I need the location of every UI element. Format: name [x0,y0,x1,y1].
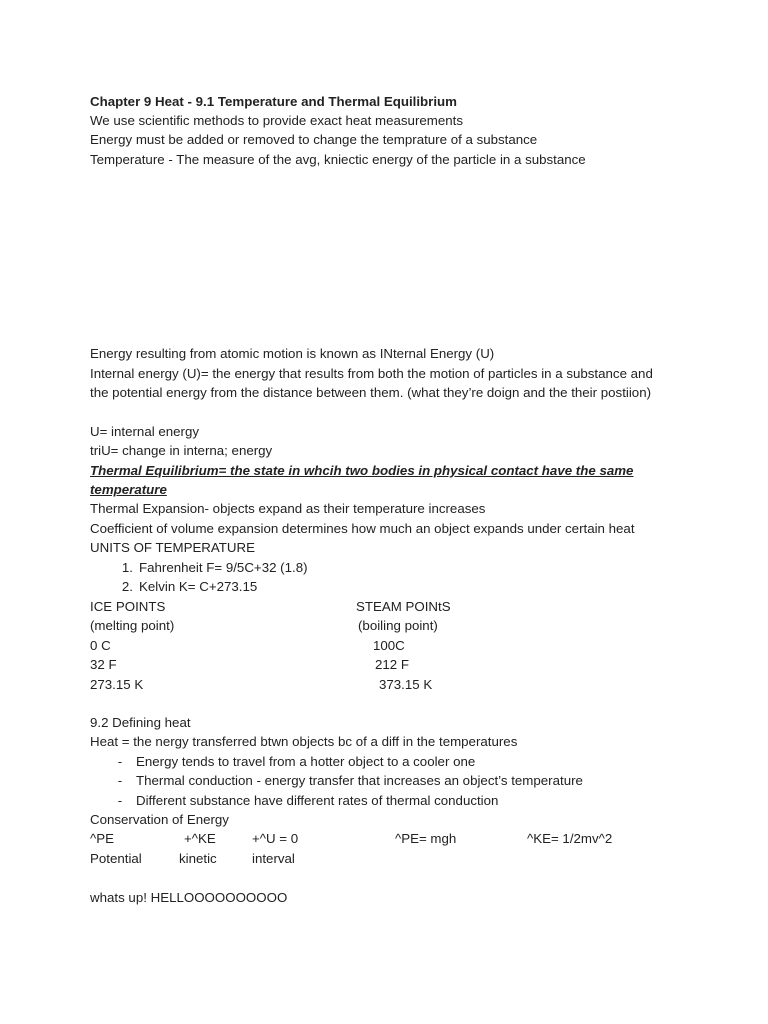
list-text: Kelvin K= C+273.15 [139,579,258,594]
equation-term: ^PE= mgh [395,831,457,846]
steam-value: 100C [373,638,405,653]
equation-term: +^U = 0 [252,831,299,846]
list-item [113,577,257,597]
text-line: Internal energy (U)= the energy that results from both the motion of particles in a substance and [90,366,653,381]
ice-sub: (melting point) [90,618,175,633]
steam-sub: (boiling point) [358,618,438,633]
equation-term: ^PE [90,831,114,846]
chapter-heading: Chapter 9 Heat - 9.1 Temperature and Thermal Equilibrium [90,94,457,109]
bullet-item [110,791,498,811]
list-text: Fahrenheit F= 9/5C+32 (1.8) [139,560,308,575]
equation-label: Potential [90,851,142,866]
steam-header: STEAM POINtS [356,599,451,614]
bullet-text: Thermal conduction - energy transfer that increases an object’s temperature [136,773,583,788]
list-number: 1. [121,560,133,575]
closing-line: whats up! HELLOOOOOOOOOO [90,890,288,905]
definition-line: Thermal Equilibrium= the state in whcih two bodies in physical contact have the same [90,463,634,478]
equation-term: +^KE [184,831,216,846]
text-line: the potential energy from the distance between them. (what they’re doign and the their postiion) [90,385,652,400]
steam-value: 212 F [375,657,410,672]
bullet-text: Different substance have different rates of thermal conduction [136,793,499,808]
text-line: We use scientific methods to provide exact heat measurements [90,113,463,128]
bullet-item [110,752,475,772]
equation-label: kinetic [179,851,217,866]
ice-value: 0 C [90,638,111,653]
bullet-marker: - [117,754,123,769]
bullet-marker: - [117,793,123,808]
text-line: Conservation of Energy [90,812,229,827]
text-line: Energy must be added or removed to change the temprature of a substance [90,132,538,147]
list-item [113,558,308,578]
text-line: triU= change in interna; energy [90,443,273,458]
units-heading: UNITS OF TEMPERATURE [90,540,255,555]
bullet-marker: - [117,773,123,788]
ice-value: 32 F [90,657,117,672]
section-heading: 9.2 Defining heat [90,715,191,730]
bullet-item [110,771,583,791]
definition-line: temperature [90,482,167,497]
ice-value: 273.15 K [90,677,144,692]
equation-term: ^KE= 1/2mv^2 [527,831,613,846]
steam-value: 373.15 K [379,677,433,692]
text-line: Coefficient of volume expansion determines how much an object expands under certain heat [90,521,635,536]
ice-header: ICE POINTS [90,599,166,614]
text-line: U= internal energy [90,424,200,439]
bullet-text: Energy tends to travel from a hotter object to a cooler one [136,754,476,769]
equation-label: interval [252,851,295,866]
list-number: 2. [121,579,133,594]
text-line: Heat = the nergy transferred btwn objects bc of a diff in the temperatures [90,734,518,749]
text-line: Energy resulting from atomic motion is known as INternal Energy (U) [90,346,495,361]
text-line: Thermal Expansion- objects expand as their temperature increases [90,501,486,516]
text-line: Temperature - The measure of the avg, kniectic energy of the particle in a substance [90,152,586,167]
